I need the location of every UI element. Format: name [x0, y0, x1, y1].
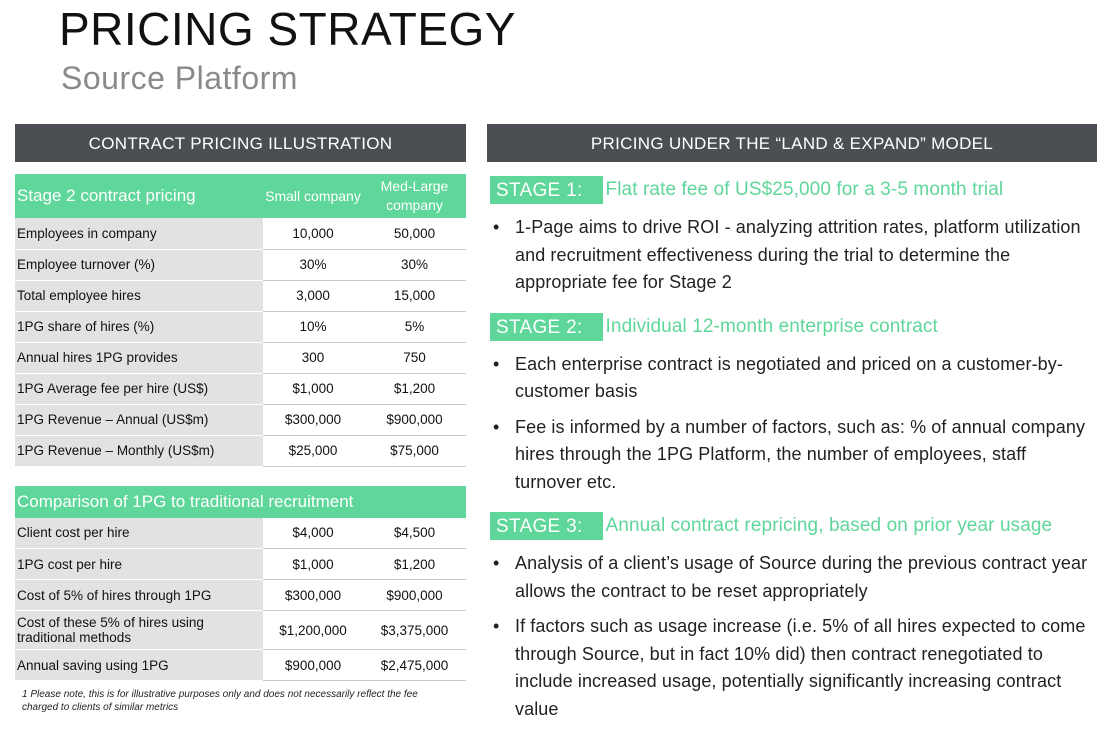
stage-headline: Annual contract repricing, based on prior year usage	[605, 515, 1053, 536]
table-row	[15, 580, 466, 611]
cell-small: $25,000	[263, 435, 363, 466]
cell-large: $2,475,000	[363, 650, 466, 681]
stage-2-header	[487, 313, 1097, 341]
list-item	[487, 214, 1097, 297]
bullet-icon: •	[493, 353, 500, 374]
row-label: Annual hires 1PG provides	[15, 342, 263, 373]
stage-3-bullets	[487, 550, 1097, 723]
table-row	[15, 280, 466, 311]
table-header-row	[15, 174, 466, 218]
bullet-icon: •	[493, 616, 500, 636]
table-row	[15, 218, 466, 249]
bullet-text: Each enterprise contract is negotiated and priced on a customer-by-customer basis	[515, 353, 1063, 401]
bullet-text: Analysis of a client’s usage of Source during the previous contract year allows the contract to be reset appropriately	[515, 553, 1088, 601]
row-label: Employee turnover (%)	[15, 249, 263, 280]
column-header-large: Med-Large company	[363, 174, 466, 218]
cell-large: $1,200	[363, 373, 466, 404]
cell-large: $3,375,000	[363, 611, 466, 650]
stage2-pricing-table	[15, 174, 466, 467]
cell-small: $300,000	[263, 404, 363, 435]
list-item	[487, 613, 1097, 723]
stage-2-bullets	[487, 351, 1097, 497]
cell-small: 10,000	[263, 218, 363, 249]
row-label: 1PG Revenue – Monthly (US$m)	[15, 435, 263, 466]
cell-large: 30%	[363, 249, 466, 280]
bullet-icon: •	[493, 553, 500, 573]
cell-large: $1,200	[363, 549, 466, 580]
list-item	[487, 414, 1097, 497]
row-label: 1PG Revenue – Annual (US$m)	[15, 404, 263, 435]
cell-large: $900,000	[363, 404, 466, 435]
cell-small: $300,000	[263, 580, 363, 611]
cell-small: $1,200,000	[263, 611, 363, 650]
row-label: Total employee hires	[15, 280, 263, 311]
list-item	[487, 351, 1097, 406]
cell-small: $1,000	[263, 373, 363, 404]
cell-small: $4,000	[263, 518, 363, 549]
bullet-icon: •	[493, 416, 500, 437]
table-row	[15, 611, 466, 650]
stage-1-bullets	[487, 214, 1097, 297]
cell-small: $900,000	[263, 650, 363, 681]
table-row	[15, 549, 466, 580]
cell-large: $4,500	[363, 518, 466, 549]
footnote: 1 Please note, this is for illustrative purposes only and does not necessarily reflect the fee charged to clients of similar metrics	[22, 689, 418, 713]
stages-list	[487, 176, 1097, 723]
row-label: Client cost per hire	[15, 518, 263, 549]
cell-large: 15,000	[363, 280, 466, 311]
contract-pricing-heading: CONTRACT PRICING ILLUSTRATION	[15, 124, 466, 162]
column-header-small: Small company	[263, 174, 363, 218]
cell-small: 10%	[263, 311, 363, 342]
table-row	[15, 650, 466, 681]
cell-small: $1,000	[263, 549, 363, 580]
cell-small: 30%	[263, 249, 363, 280]
cell-small: 3,000	[263, 280, 363, 311]
cell-large: 750	[363, 342, 466, 373]
table-row	[15, 518, 466, 549]
cell-large: $75,000	[363, 435, 466, 466]
stage-headline: Flat rate fee of US$25,000 for a 3-5 month trial	[605, 179, 1004, 200]
table-row	[15, 373, 466, 404]
row-label: 1PG share of hires (%)	[15, 311, 263, 342]
bullet-text: Fee is informed by a number of factors, such as: % of annual company hires through the 1PG Platform, the number of employees, staff turnover etc.	[515, 416, 1086, 492]
comparison-table	[15, 486, 466, 682]
row-label: 1PG cost per hire	[15, 549, 263, 580]
row-label: Employees in company	[15, 218, 263, 249]
land-expand-heading: PRICING UNDER THE “LAND & EXPAND” MODEL	[487, 124, 1097, 162]
table-title: Stage 2 contract pricing	[15, 174, 263, 218]
cell-large: $900,000	[363, 580, 466, 611]
bullet-icon: •	[493, 217, 500, 237]
row-label: Annual saving using 1PG	[15, 650, 263, 681]
row-label: Cost of 5% of hires through 1PG	[15, 580, 263, 611]
bullet-text: 1-Page aims to drive ROI - analyzing attrition rates, platform utilization and recruitment effectiveness during the trial to determine the appropriate fee for Stage 2	[515, 217, 1081, 292]
list-item	[487, 550, 1097, 605]
page-title: PRICING STRATEGY	[59, 3, 516, 55]
cell-small: 300	[263, 342, 363, 373]
stage-badge: STAGE 3:	[490, 512, 603, 540]
stage-badge: STAGE 2:	[490, 313, 603, 341]
row-label: Cost of these 5% of hires using traditional methods	[15, 611, 263, 650]
land-expand-panel	[487, 124, 1097, 731]
cell-large: 50,000	[363, 218, 466, 249]
bullet-text: If factors such as usage increase (i.e. 5% of all hires expected to come through Source, but in fact 10% did) then contract renegotiated to include increased usage, potentially significantly increasing contract value	[515, 616, 1086, 719]
table-header-row	[15, 486, 466, 518]
row-label: 1PG Average fee per hire (US$)	[15, 373, 263, 404]
stage-badge: STAGE 1:	[490, 176, 603, 204]
cell-large: 5%	[363, 311, 466, 342]
table-row	[15, 249, 466, 280]
table-row	[15, 342, 466, 373]
table-row	[15, 404, 466, 435]
table-title: Comparison of 1PG to traditional recruitment	[15, 486, 466, 518]
contract-pricing-panel	[15, 124, 466, 681]
stage-3-header	[487, 512, 1097, 540]
stage-1-header	[487, 176, 1097, 204]
page-subtitle: Source Platform	[61, 60, 298, 96]
table-row	[15, 311, 466, 342]
stage-headline: Individual 12-month enterprise contract	[605, 315, 938, 337]
table-row	[15, 435, 466, 466]
